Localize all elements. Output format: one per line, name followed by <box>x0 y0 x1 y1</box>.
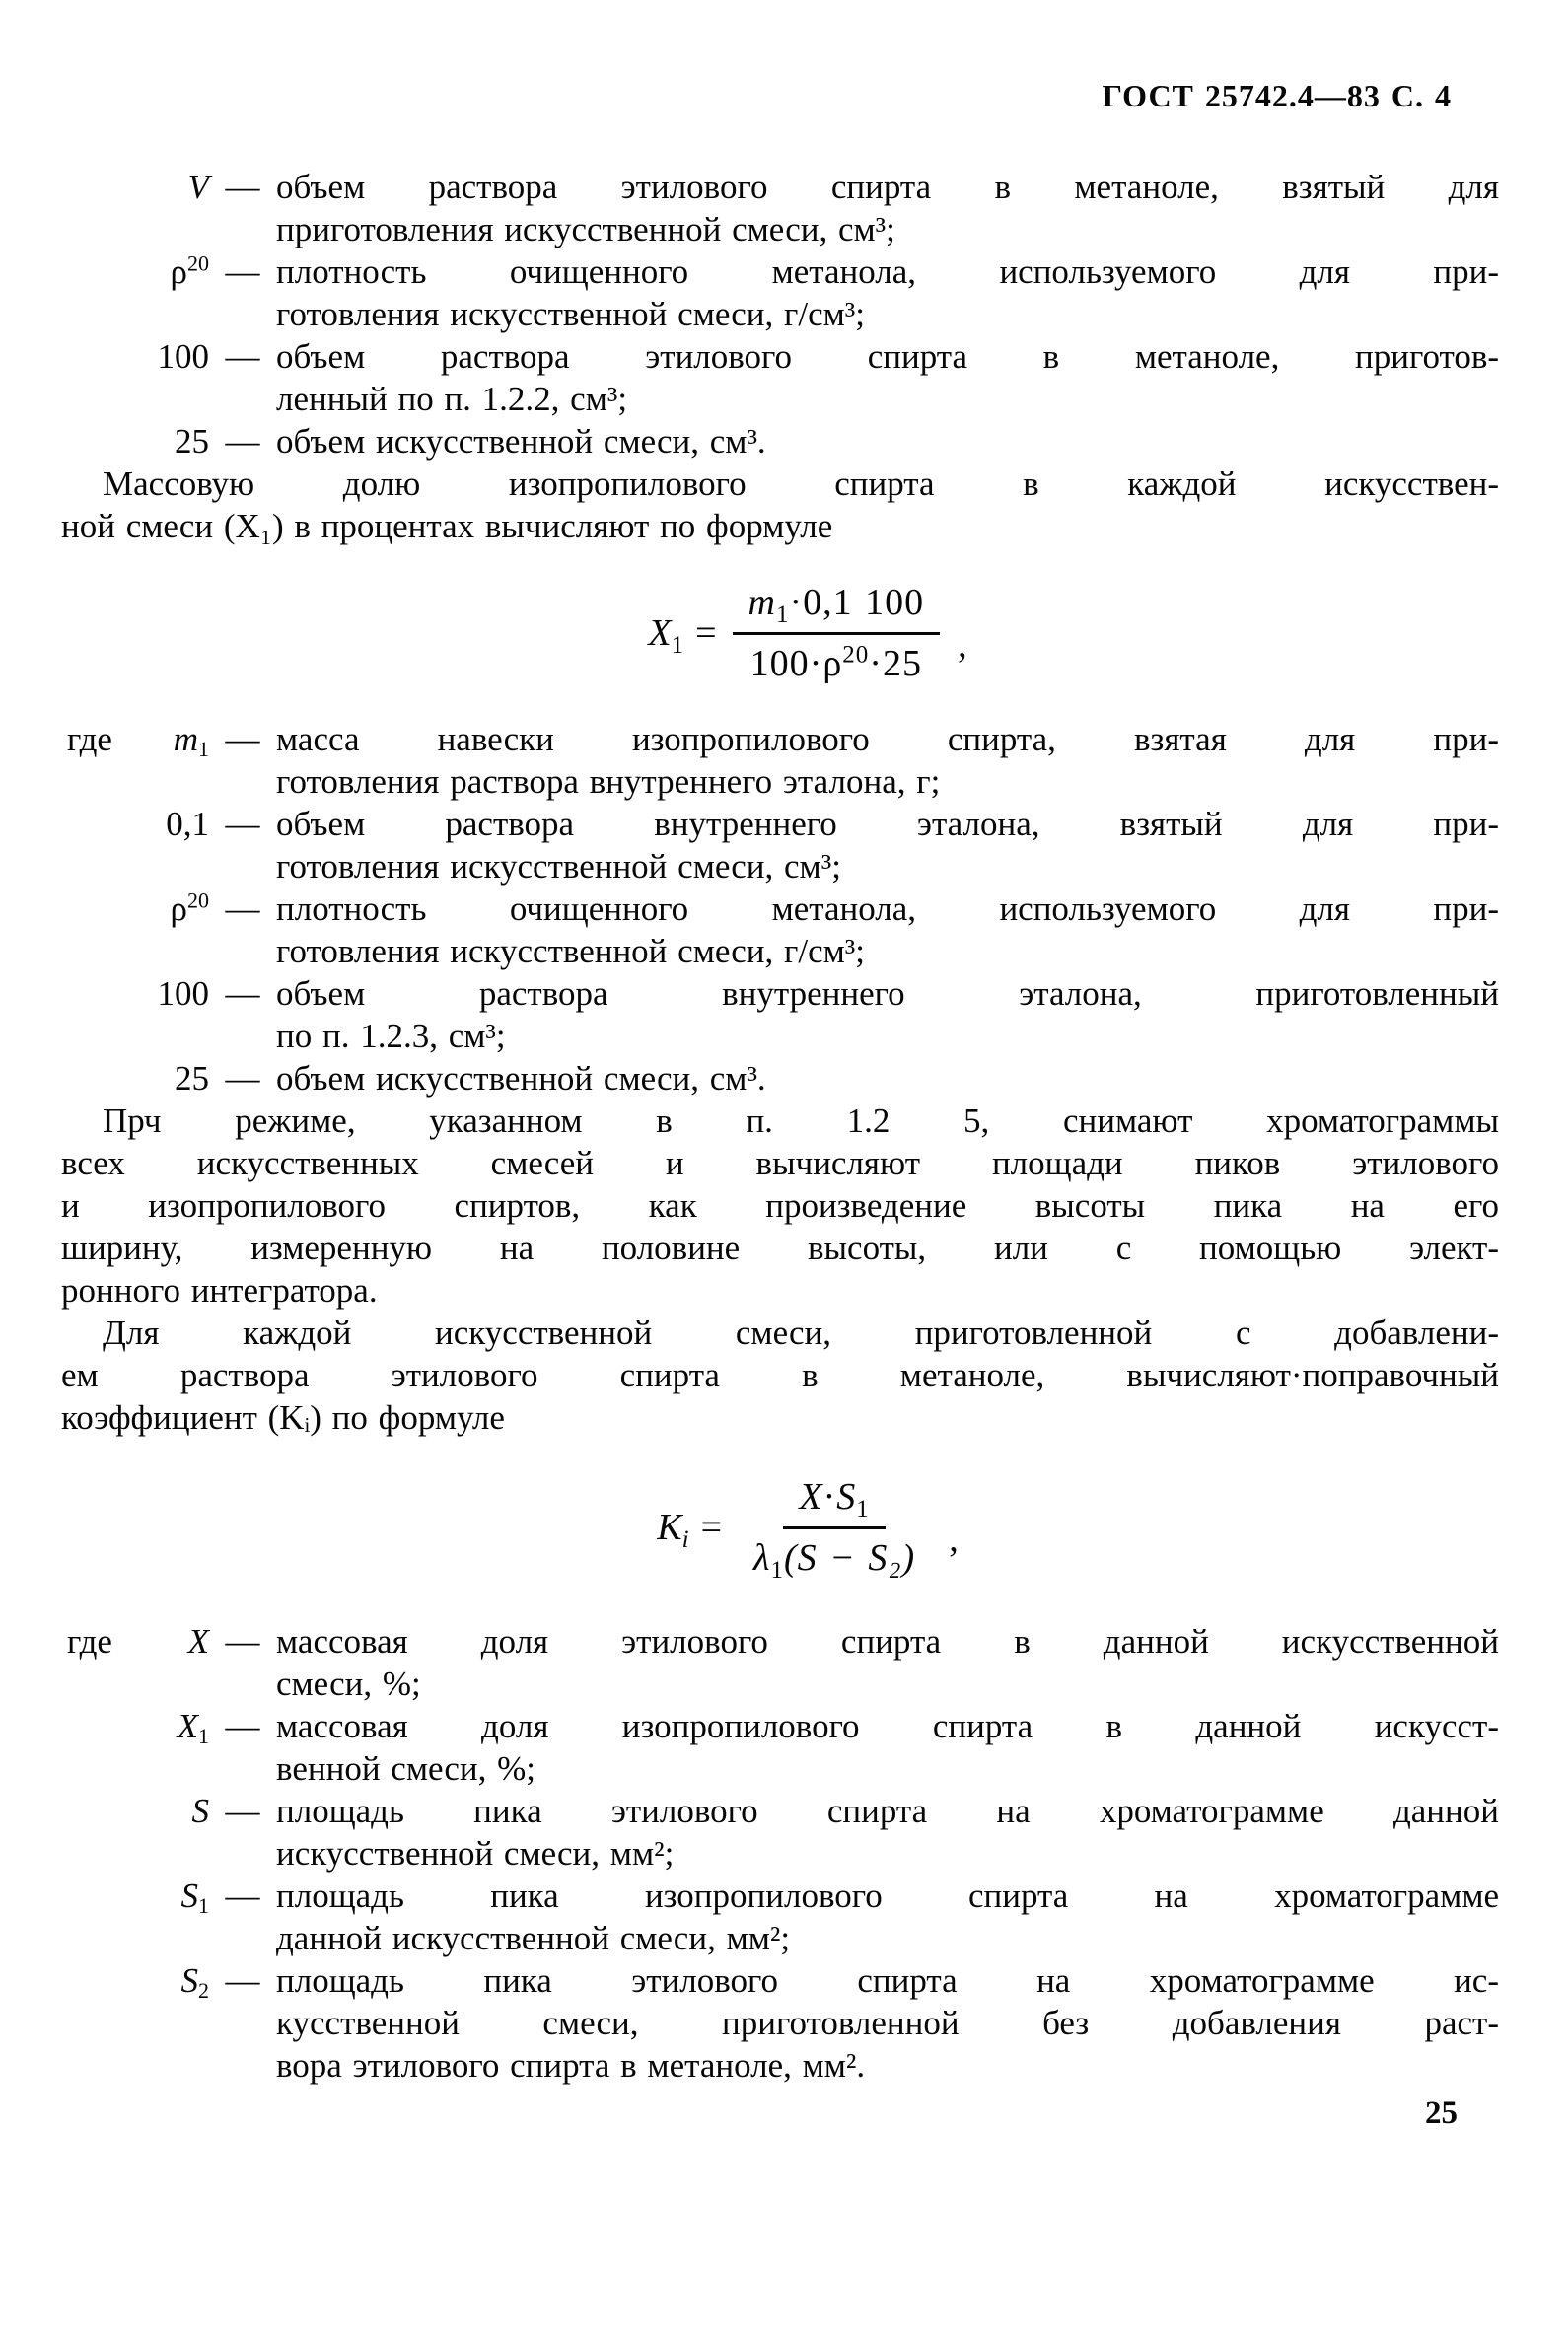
definition-term <box>61 335 209 378</box>
term-symbol: 100 <box>157 337 209 376</box>
variable-subscript: 1 <box>856 1496 870 1523</box>
variable-subscript: 1 <box>775 602 790 628</box>
text-line: ленный по п. 1.2.2, см³; <box>276 380 628 418</box>
definition-dash: — <box>225 1059 260 1098</box>
term-subscript: 1 <box>198 1893 209 1918</box>
definition-text <box>276 1959 1499 2087</box>
definition-term <box>61 803 209 845</box>
text-line: всех искусственных смесей и вычисляют площади пиков этилового <box>61 1144 1499 1182</box>
text-line: ной смеси (X₁) в процентах вычисляют по формуле <box>61 507 833 545</box>
term-symbol: ρ <box>170 889 187 928</box>
variable-subscript: 1 <box>671 632 684 659</box>
definition-dash: — <box>225 1877 260 1915</box>
definition-term <box>61 1790 209 1832</box>
text-line: объем раствора этилового спирта в метаноле, взятый для <box>276 168 1499 206</box>
definition-term <box>61 420 209 462</box>
definition-text <box>276 718 1499 803</box>
page-number: 25 <box>1425 2095 1458 2131</box>
definition-item <box>61 250 1499 335</box>
definition-text <box>276 1705 1499 1790</box>
definition-dash: — <box>225 720 260 758</box>
denominator-rest: (S − S₂) <box>784 1537 916 1579</box>
denominator-post: ·25 <box>869 643 922 684</box>
definition-dash: — <box>225 422 260 461</box>
definition-dash: — <box>225 1961 260 2000</box>
definition-item <box>61 803 1499 887</box>
numerator <box>783 1474 885 1529</box>
definition-dash: — <box>225 889 260 928</box>
definition-term <box>61 1875 209 1917</box>
variable: X <box>648 612 672 654</box>
definition-dash: — <box>225 1792 260 1830</box>
term-symbol: 25 <box>175 1059 209 1098</box>
formula-comma: , <box>949 1519 959 1560</box>
formula-lhs <box>648 610 684 659</box>
definition-text <box>276 1057 1499 1099</box>
definition-text <box>276 803 1499 887</box>
text-line: смеси, %; <box>276 1665 421 1703</box>
definition-item <box>61 972 1499 1057</box>
definition-dash: — <box>225 168 260 206</box>
formula-lhs <box>657 1505 689 1553</box>
formula-x1 <box>89 580 1527 686</box>
denominator <box>738 1529 931 1584</box>
definition-dash: — <box>225 252 260 291</box>
definition-dash: — <box>225 805 260 843</box>
term-symbol: 100 <box>157 974 209 1013</box>
term-subscript: 1 <box>198 1724 209 1748</box>
page-header: ГОСТ 25742.4—83 С. 4 <box>1102 78 1452 113</box>
term-symbol: X <box>187 1622 209 1661</box>
definition-term <box>61 250 209 293</box>
variable-subscript: 1 <box>770 1557 785 1584</box>
text-line: масса навески изопропилового спирта, взятая для при- <box>276 720 1499 758</box>
term-symbol: m <box>173 720 198 758</box>
term-symbol: S <box>180 1877 198 1915</box>
text-line: массовая доля этилового спирта в данной искусственной <box>276 1622 1499 1661</box>
definition-dash: — <box>225 337 260 376</box>
text-line: и изопропилового спиртов, как произведение высоты пика на его <box>61 1186 1499 1225</box>
definition-term <box>61 1057 209 1099</box>
definition-item <box>61 718 1499 803</box>
variable: m <box>748 582 776 623</box>
term-symbol: 0,1 <box>166 805 209 843</box>
text-line: плотность очищенного метанола, используемого для при- <box>276 889 1499 928</box>
text-line: готовления искусственной смеси, г/см³; <box>276 295 866 333</box>
definition-text <box>276 335 1499 420</box>
numerator <box>733 580 941 635</box>
denominator <box>735 635 938 686</box>
multiplication-dot: · <box>822 1476 837 1518</box>
numerator-rest: ·0,1 100 <box>789 582 925 623</box>
definition-text <box>276 1790 1499 1875</box>
fraction <box>738 1474 931 1584</box>
equals-sign: = <box>700 1507 723 1548</box>
definition-term <box>61 166 209 208</box>
definition-item <box>61 1705 1499 1790</box>
formula-comma: , <box>958 624 967 666</box>
text-line: данной искусственной смеси, мм²; <box>276 1919 791 1957</box>
definition-item <box>61 887 1499 972</box>
definition-text <box>276 1875 1499 1959</box>
text-line: Прч режиме, указанном в п. 1.2 5, снимают хроматограммы <box>103 1101 1499 1140</box>
text-line: плотность очищенного метанола, используемого для при- <box>276 252 1499 291</box>
text-line: ем раствора этилового спирта в метаноле, вычисляют·поправочный <box>61 1356 1499 1394</box>
definition-item <box>61 1057 1499 1099</box>
text-line: площадь пика этилового спирта на хроматограмме данной <box>276 1792 1499 1830</box>
definition-text <box>276 972 1499 1057</box>
text-line: венной смеси, %; <box>276 1749 536 1788</box>
text-line: объем раствора внутреннего эталона, взятый для при- <box>276 805 1499 843</box>
text-line: приготовления искусственной смеси, см³; <box>276 210 895 248</box>
text-line: ронного интегратора. <box>61 1271 378 1310</box>
paragraph <box>61 462 1499 547</box>
text-line: по п. 1.2.3, см³; <box>276 1017 506 1055</box>
definition-term <box>61 887 209 930</box>
term-symbol: S <box>191 1792 209 1830</box>
term-superscript: 20 <box>187 887 209 913</box>
term-symbol: S <box>180 1961 198 2000</box>
variable: X <box>799 1476 823 1518</box>
text-line: ширину, измеренную на половине высоты, или с помощью элект- <box>61 1229 1499 1267</box>
definition-item <box>61 420 1499 462</box>
fraction <box>733 580 941 686</box>
text-line: Для каждой искусственной смеси, приготовленной с добавлени- <box>103 1313 1499 1352</box>
text-line: Массовую долю изопропилового спирта в каждой искусствен- <box>103 464 1499 503</box>
variable: K <box>657 1507 682 1548</box>
definition-dash: — <box>225 1622 260 1661</box>
term-symbol: ρ <box>170 252 187 291</box>
definition-text <box>276 1620 1499 1705</box>
formula-ki <box>89 1474 1527 1584</box>
definition-text <box>276 420 1499 462</box>
paragraph <box>61 1311 1499 1439</box>
text-line: массовая доля изопропилового спирта в данной искусст- <box>276 1707 1499 1745</box>
definition-item <box>61 1790 1499 1875</box>
paragraph <box>61 1099 1499 1311</box>
definition-text <box>276 250 1499 335</box>
definition-dash: — <box>225 1707 260 1745</box>
term-subscript: 1 <box>198 737 209 761</box>
definition-term <box>61 972 209 1015</box>
text-line: площадь пика этилового спирта на хроматограмме ис- <box>276 1961 1499 2000</box>
definition-item <box>61 166 1499 250</box>
definition-item <box>61 335 1499 420</box>
equals-sign: = <box>695 612 717 654</box>
text-line: искусственной смеси, мм²; <box>276 1834 675 1873</box>
text-line: коэффициент (Kᵢ) по формуле <box>61 1398 505 1437</box>
definition-item <box>61 1959 1499 2087</box>
definition-term <box>61 1705 209 1747</box>
text-line: объем раствора внутреннего эталона, приготовленный <box>276 974 1499 1013</box>
text-line: готовления искусственной смеси, г/см³; <box>276 932 866 970</box>
definition-term <box>61 1959 209 2002</box>
term-symbol: X <box>177 1707 198 1745</box>
denominator-pre: 100·ρ <box>749 643 843 684</box>
text-line: кусственной смеси, приготовленной без добавления раст- <box>276 2004 1499 2042</box>
text-line: готовления раствора внутреннего эталона, г; <box>276 762 941 801</box>
text-line: объем искусственной смеси, см³. <box>276 1059 766 1098</box>
where-label: где <box>67 720 112 758</box>
text-line: вора этилового спирта в метаноле, мм². <box>276 2046 866 2085</box>
definition-text <box>276 887 1499 972</box>
text-line: площадь пика изопропилового спирта на хроматограмме <box>276 1877 1499 1915</box>
variable-subscript: i <box>681 1526 689 1553</box>
variable: S <box>836 1476 857 1518</box>
where-label: где <box>67 1622 112 1661</box>
text-line: готовления искусственной смеси, см³; <box>276 847 841 886</box>
definition-item <box>61 1875 1499 1959</box>
denominator-superscript: 20 <box>842 641 870 669</box>
variable: λ <box>753 1537 771 1579</box>
definition-text <box>276 166 1499 250</box>
term-symbol: V <box>187 168 209 206</box>
term-superscript: 20 <box>187 250 209 276</box>
definition-dash: — <box>225 974 260 1013</box>
term-symbol: 25 <box>175 422 209 461</box>
term-subscript: 2 <box>198 1978 209 2003</box>
text-line: объем искусственной смеси, см³. <box>276 422 766 461</box>
document-content <box>61 166 1499 2087</box>
text-line: объем раствора этилового спирта в метаноле, приготов- <box>276 337 1499 376</box>
definition-item <box>61 1620 1499 1705</box>
